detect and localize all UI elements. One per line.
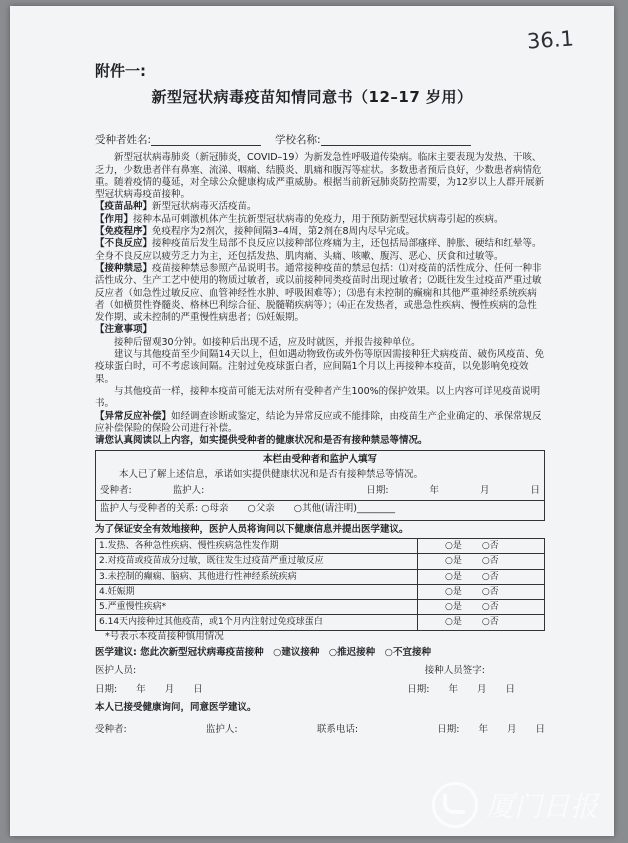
note-3: 与其他疫苗一样，接种本疫苗可能无法对所有受种者产生100%的保护效果。以上内容可详见疫苗说明书。 [95, 385, 541, 410]
vaccinator-sign[interactable]: 接种人员签字: [424, 665, 485, 677]
final-phone[interactable]: 联系电话: [316, 724, 359, 736]
date-label: 日期: [366, 485, 389, 497]
consent-form-page [10, 6, 614, 836]
year-label: 年 [429, 485, 439, 497]
inquiry-question: 6.14天内接种过其他疫苗，或1个月内注射过免疫球蛋白 [96, 615, 418, 630]
section-precautions: 【注意事项】 [95, 324, 153, 336]
inquiry-title: 为了保证安全有效地接种，医护人员将询问以下健康信息并提出医学建议。 [95, 523, 409, 535]
name-field[interactable] [151, 134, 261, 146]
no-option[interactable]: ○否 [481, 571, 499, 582]
yes-option[interactable]: ○是 [445, 586, 462, 597]
newspaper-logo-icon [432, 782, 478, 828]
inquiry-answer[interactable] [418, 615, 545, 630]
section-effect: 【作用】接种本品可刺激机体产生抗新型冠状病毒的免疫力，用于预防新型冠状病毒引起的疾病。 [95, 213, 504, 225]
day-label: 日 [530, 485, 540, 497]
inquiry-question: 3.未控制的癫痫、脑病、其他进行性神经系统疾病 [96, 569, 418, 584]
read-notice: 请您认真阅读以上内容，如实提供受种者的健康状况和是否有接种禁忌等情况。 [95, 435, 428, 447]
inquiry-row [96, 584, 545, 599]
newspaper-watermark [432, 782, 598, 828]
section-vaccine-type: 【疫苗品种】新型冠状病毒灭活疫苗。 [95, 201, 257, 213]
staff-date-row [95, 684, 545, 696]
no-option[interactable]: ○否 [481, 540, 499, 551]
guardian-sign[interactable]: 监护人: [172, 485, 205, 497]
yes-option[interactable]: ○是 [445, 571, 462, 582]
no-option[interactable]: ○否 [481, 556, 499, 567]
note-2: 建议与其他疫苗至少间隔14天以上，但如遇动物致伤或外伤等原因需接种狂犬病疫苗、破伤风疫苗、免疫球蛋白时，可不考虑该间隔。注射过免疫球蛋白者，应间隔1个月以上再接种本疫苗，以免影响免疫效果。 [95, 349, 545, 385]
inquiry-question: 2.对疫苗或疫苗成分过敏，既往发生过疫苗严重过敏反应 [96, 554, 418, 569]
inquiry-question: 5.严重慢性疾病* [96, 600, 418, 615]
inquiry-question: 1.发热、各种急性疾病、慢性疾病急性发作期 [96, 538, 418, 553]
medical-advice[interactable]: 医学建议: 您此次新型冠状病毒疫苗接种 ○建议接种 ○推迟接种 ○不宜接种 [95, 646, 431, 658]
watermark-text: 厦门日报 [485, 790, 598, 823]
guardian-box [95, 450, 545, 520]
form-body [95, 134, 545, 736]
note-1: 接种后留观30分钟。如接种后出现不适，应及时就医，并报告接种单位。 [114, 336, 421, 348]
inquiry-row [96, 554, 545, 569]
attachment-label: 附件一: [95, 62, 146, 80]
section-schedule: 【免疫程序】免疫程序为2剂次，接种间隔3–4周，第2剂在8周内尽早完成。 [95, 226, 415, 238]
footnote: *号表示本疫苗接种慎用情况 [105, 630, 224, 642]
section-adverse: 【不良反应】接种疫苗后发生局部不良反应以接种部位疼痛为主，还包括局部瘙痒、肿胀、硬结和红晕等。全身不良反应以疲劳乏力为主，还包括发热、肌肉痛、头痛、咳嗽、腹泻、恶心、厌食和过敏等。 [95, 238, 542, 262]
guardian-sign-row [100, 485, 540, 497]
inquiry-row [96, 569, 545, 584]
section-contraindications: 【接种禁忌】疫苗接种禁忌参照产品说明书。通常接种疫苗的禁忌包括：⑴对疫苗的活性成分、任何一种非活性成分、生产工艺中使用的物质过敏者，或以前接种同类疫苗时出现过敏者；⑵既往发生过疫苗严重过敏反应者（如急性过敏反应、血管神经性水肿、呼吸困难等）；⑶患有未控制的癫痫和其他严重神经系统疾病者（如横贯性脊髓炎、格林巴利综合征、脱髓鞘疾病等）；⑷正在发热者，或患急性疾病、慢性疾病的急性发作期、或未控制的严重慢性病患者；⑸妊娠期。 [95, 262, 542, 324]
inquiry-answer[interactable] [418, 584, 545, 599]
vaccinator-date: 日期: 年 月 日 [407, 683, 515, 695]
health-inquiry-table [95, 538, 545, 631]
yes-option[interactable]: ○是 [445, 602, 462, 613]
staff-sign-row [95, 665, 545, 677]
guardian-statement: 本人已了解上述信息，承诺如实提供健康状况和是否有接种禁忌等情况。 [119, 468, 424, 480]
school-label: 学校名称: [275, 134, 321, 146]
doctor-sign[interactable]: 医护人员: [95, 665, 137, 677]
month-label: 月 [479, 485, 490, 497]
doctor-date: 日期: 年 月 日 [95, 683, 203, 695]
final-recipient[interactable]: 受种者: [95, 724, 127, 736]
final-sign-row [95, 724, 545, 736]
yes-option[interactable]: ○是 [445, 556, 462, 567]
recipient-sign[interactable]: 受种者: [100, 485, 132, 497]
inquiry-row [96, 615, 545, 630]
inquiry-row [96, 600, 545, 615]
inquiry-answer[interactable] [418, 538, 545, 553]
school-field[interactable] [321, 134, 471, 146]
name-label: 受种者姓名: [95, 134, 152, 146]
no-option[interactable]: ○否 [481, 586, 499, 597]
page-number: 36.1 [526, 26, 575, 54]
inquiry-row [96, 538, 545, 553]
accept-statement: 本人已接受健康询问，同意医学建议。 [95, 701, 257, 713]
form-title: 新型冠状病毒疫苗知情同意书（12–17 岁用） [151, 88, 473, 106]
yes-option[interactable]: ○是 [445, 617, 462, 628]
guardian-box-title: 本栏由受种者和监护人填写 [262, 454, 377, 466]
relation-row[interactable]: 监护人与受种者的关系: ○母亲 ○父亲 ○其他(请注明)________ [100, 503, 396, 515]
no-option[interactable]: ○否 [481, 617, 499, 628]
final-guardian[interactable]: 监护人: [205, 724, 238, 736]
final-date: 日期: 年 月 日 [437, 724, 545, 736]
inquiry-answer[interactable] [418, 554, 545, 569]
inquiry-answer[interactable] [418, 600, 545, 615]
yes-option[interactable]: ○是 [445, 540, 462, 551]
no-option[interactable]: ○否 [481, 602, 499, 613]
inquiry-answer[interactable] [418, 569, 545, 584]
section-compensation: 【异常反应补偿】如经调查诊断或鉴定，结论为异常反应或不能排除，由疫苗生产企业确定的、承保常规反应补偿保险的保险公司进行补偿。 [95, 410, 542, 434]
inquiry-question: 4.妊娠期 [96, 584, 418, 599]
name-school-row [95, 134, 545, 146]
intro-paragraph: 新型冠状病毒肺炎（新冠肺炎，COVID–19）为新发急性呼吸道传染病。临床主要表现为发热、干咳、乏力，少数患者伴有鼻塞、流涕、咽痛、结膜炎、肌痛和腹泻等症状。多数患者预后良好，少数患者病情危重。随着疫情的蔓延，对全球公众健康构成严重威胁。根据当前新冠肺炎防控需要，为12岁以上人群开展新型冠状病毒疫苗接种。 [95, 152, 545, 201]
